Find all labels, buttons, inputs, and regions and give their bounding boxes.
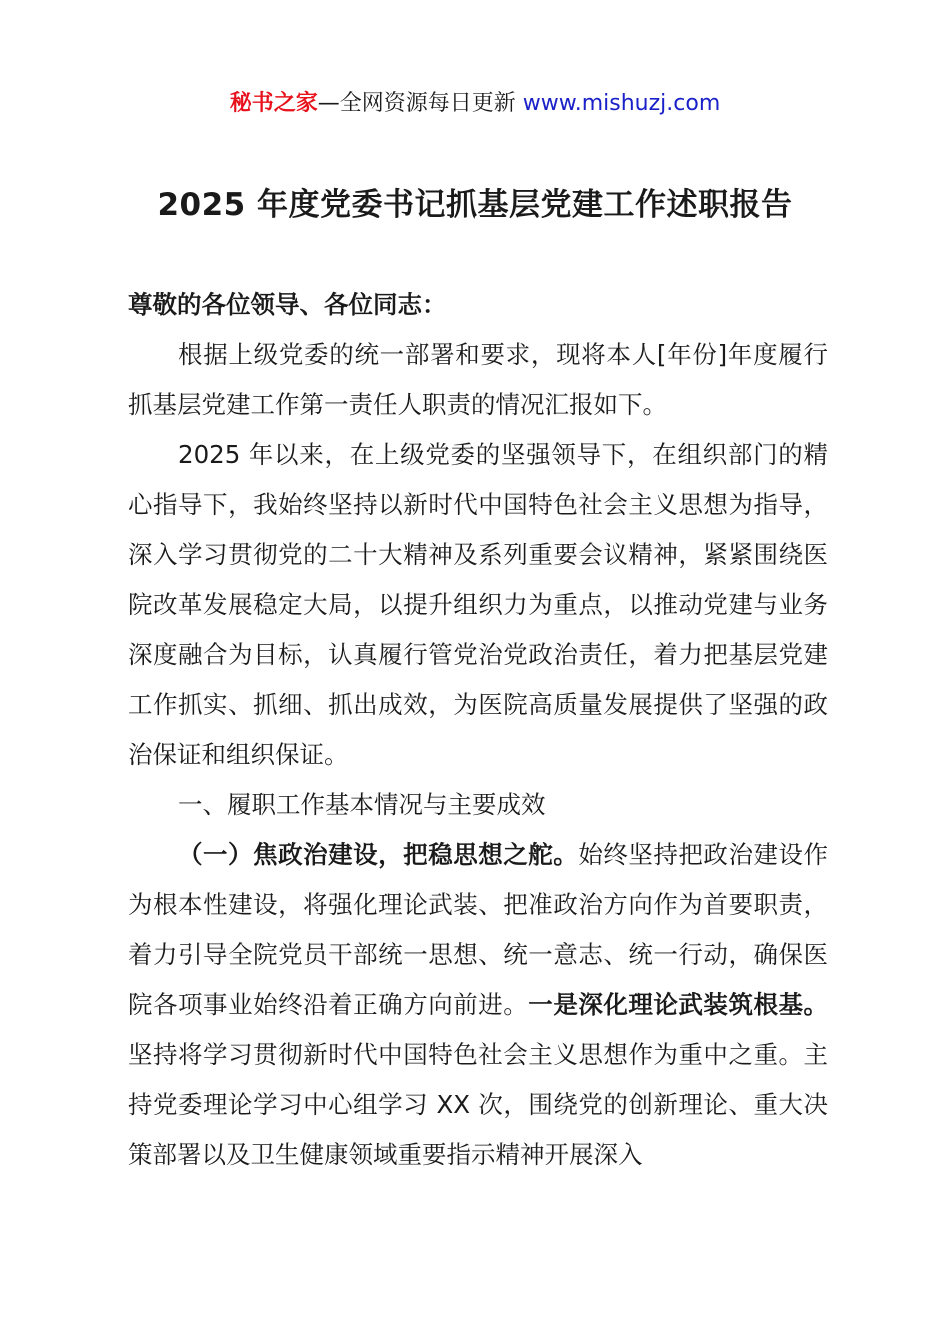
sub-section-text: 始终坚持把政治建设作为根本性建设，将强化理论武装、把准政治方向作为首要职责，着力引导全院党员干部统一思想、统一意志、统一行动，确保医院各项事业始终沿着正确方向前进。	[128, 840, 829, 1019]
paragraph-political-building	[128, 830, 828, 1180]
site-brand[interactable]: 秘书之家	[229, 91, 318, 116]
document-title: 2025 年度党委书记抓基层党建工作述职报告	[157, 187, 793, 223]
document-body	[128, 280, 828, 1180]
site-tagline: —全网资源每日更新	[317, 91, 516, 116]
paragraph-overview: 2025 年以来，在上级党委的坚强领导下，在组织部门的精心指导下，我始终坚持以新时代中国特色社会主义思想为指导，深入学习贯彻党的二十大精神及系列重要会议精神，紧紧围绕医院改革发展稳定大局，以提升组织力为重点，以推动党建与业务深度融合为目标，认真履行管党治党政治责任，着力把基层党建工作抓实、抓细、抓出成效，为医院高质量发展提供了坚强的政治保证和组织保证。	[128, 440, 828, 769]
point-heading: 一是深化理论武装筑根基。	[528, 990, 828, 1019]
paragraph-intro: 根据上级党委的统一部署和要求，现将本人[年份]年度履行抓基层党建工作第一责任人职责的情况汇报如下。	[128, 340, 828, 419]
site-url-link[interactable]: www.mishuzj.com	[522, 91, 721, 116]
sub-section-heading: （一）焦政治建设，把稳思想之舵。	[178, 840, 579, 869]
point-text: 坚持将学习贯彻新时代中国特色社会主义思想作为重中之重。主持党委理论学习中心组学习 XX 次，围绕党的创新理论、重大决策部署以及卫生健康领域重要指示精神开展深入	[128, 1040, 828, 1169]
salutation: 尊敬的各位领导、各位同志：	[128, 290, 447, 319]
section-heading: 一、履职工作基本情况与主要成效	[178, 790, 546, 819]
site-header	[0, 86, 950, 122]
